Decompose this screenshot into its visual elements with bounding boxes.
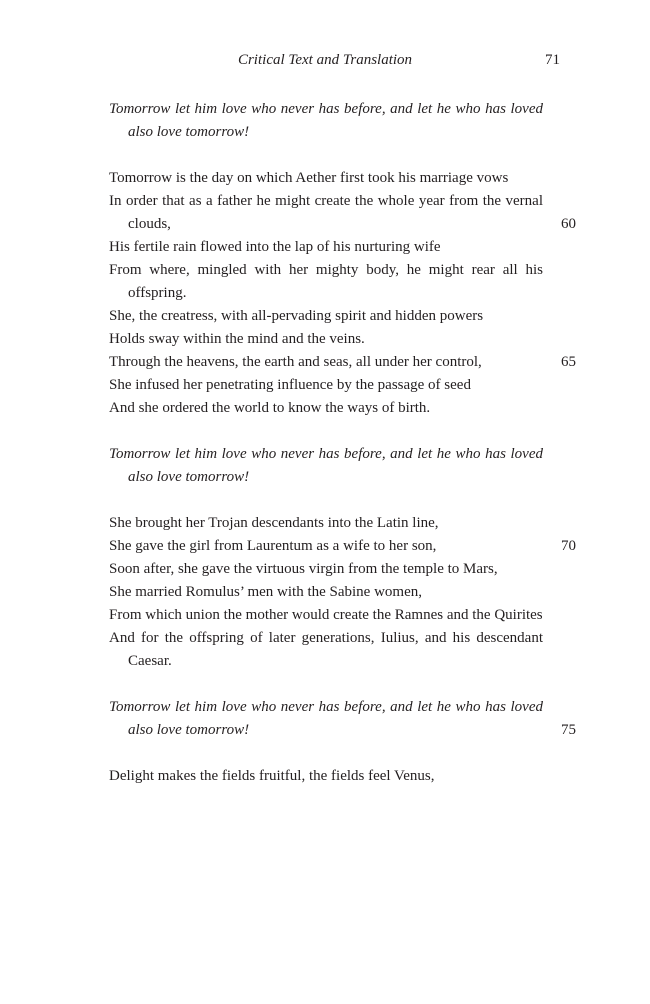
verse-line (109, 305, 543, 328)
stanza (109, 512, 576, 673)
line-text: She, the creatress, with all-pervading spirit and hidden powers (109, 308, 484, 324)
verse-line (109, 259, 543, 305)
verse-line (109, 236, 543, 259)
verse-line (109, 581, 543, 604)
line-text: Delight makes the fields fruitful, the fields feel Venus, (109, 768, 435, 784)
verse-line (109, 558, 543, 581)
line-text: Tomorrow let him love who never has before, and let he who has loved also love tomorrow! (109, 446, 543, 485)
line-text: Tomorrow let him love who never has before, and let he who has loved also love tomorrow! (109, 699, 543, 738)
line-text: From where, mingled with her mighty body, he might rear all his offspring. (109, 262, 543, 301)
line-text: Soon after, she gave the virtuous virgin from the temple to Mars, (109, 561, 498, 577)
stanza (109, 167, 576, 420)
line-text: She brought her Trojan descendants into the Latin line, (109, 515, 439, 531)
verse-line (109, 190, 576, 236)
line-text: His fertile rain flowed into the lap of his nurturing wife (109, 239, 441, 255)
verse-line (109, 765, 543, 788)
line-number: 65 (561, 354, 576, 370)
line-text: From which union the mother would create the Ramnes and the Quirites (109, 607, 543, 623)
line-text: Through the heavens, the earth and seas, all under her control, (109, 354, 482, 370)
line-text: She gave the girl from Laurentum as a wife to her son, (109, 538, 437, 554)
verse-line (109, 374, 543, 397)
verse-line (109, 397, 543, 420)
line-text: And she ordered the world to know the ways of birth. (109, 400, 431, 416)
stanza (109, 98, 543, 144)
line-text: And for the offspring of later generations, Iulius, and his descendant Caesar. (109, 630, 543, 669)
refrain-line (109, 696, 576, 742)
refrain-line (109, 98, 543, 144)
verse-line (109, 328, 543, 351)
running-title: Critical Text and Translation (237, 52, 413, 68)
verse-line (109, 535, 576, 558)
verse-line (109, 604, 543, 627)
line-text: Tomorrow is the day on which Aether first took his marriage vows (109, 170, 509, 186)
line-text: In order that as a father he might create the whole year from the vernal clouds, (109, 193, 543, 232)
stanza (109, 696, 576, 742)
line-text: She infused her penetrating influence by the passage of seed (109, 377, 471, 393)
stanza (109, 765, 543, 788)
verse-line (109, 627, 543, 673)
line-text: Tomorrow let him love who never has before, and let he who has loved also love tomorrow! (109, 101, 543, 140)
stanza (109, 443, 543, 489)
line-number: 70 (561, 538, 576, 554)
running-header (0, 48, 650, 72)
page-number: 71 (545, 52, 560, 68)
poem-body (109, 98, 576, 811)
line-text: She married Romulus’ men with the Sabine women, (109, 584, 423, 600)
line-text: Holds sway within the mind and the veins. (109, 331, 365, 347)
line-number: 60 (561, 216, 576, 232)
refrain-line (109, 443, 543, 489)
verse-line (109, 512, 543, 535)
verse-line (109, 351, 576, 374)
line-number: 75 (561, 722, 576, 738)
verse-line (109, 167, 543, 190)
